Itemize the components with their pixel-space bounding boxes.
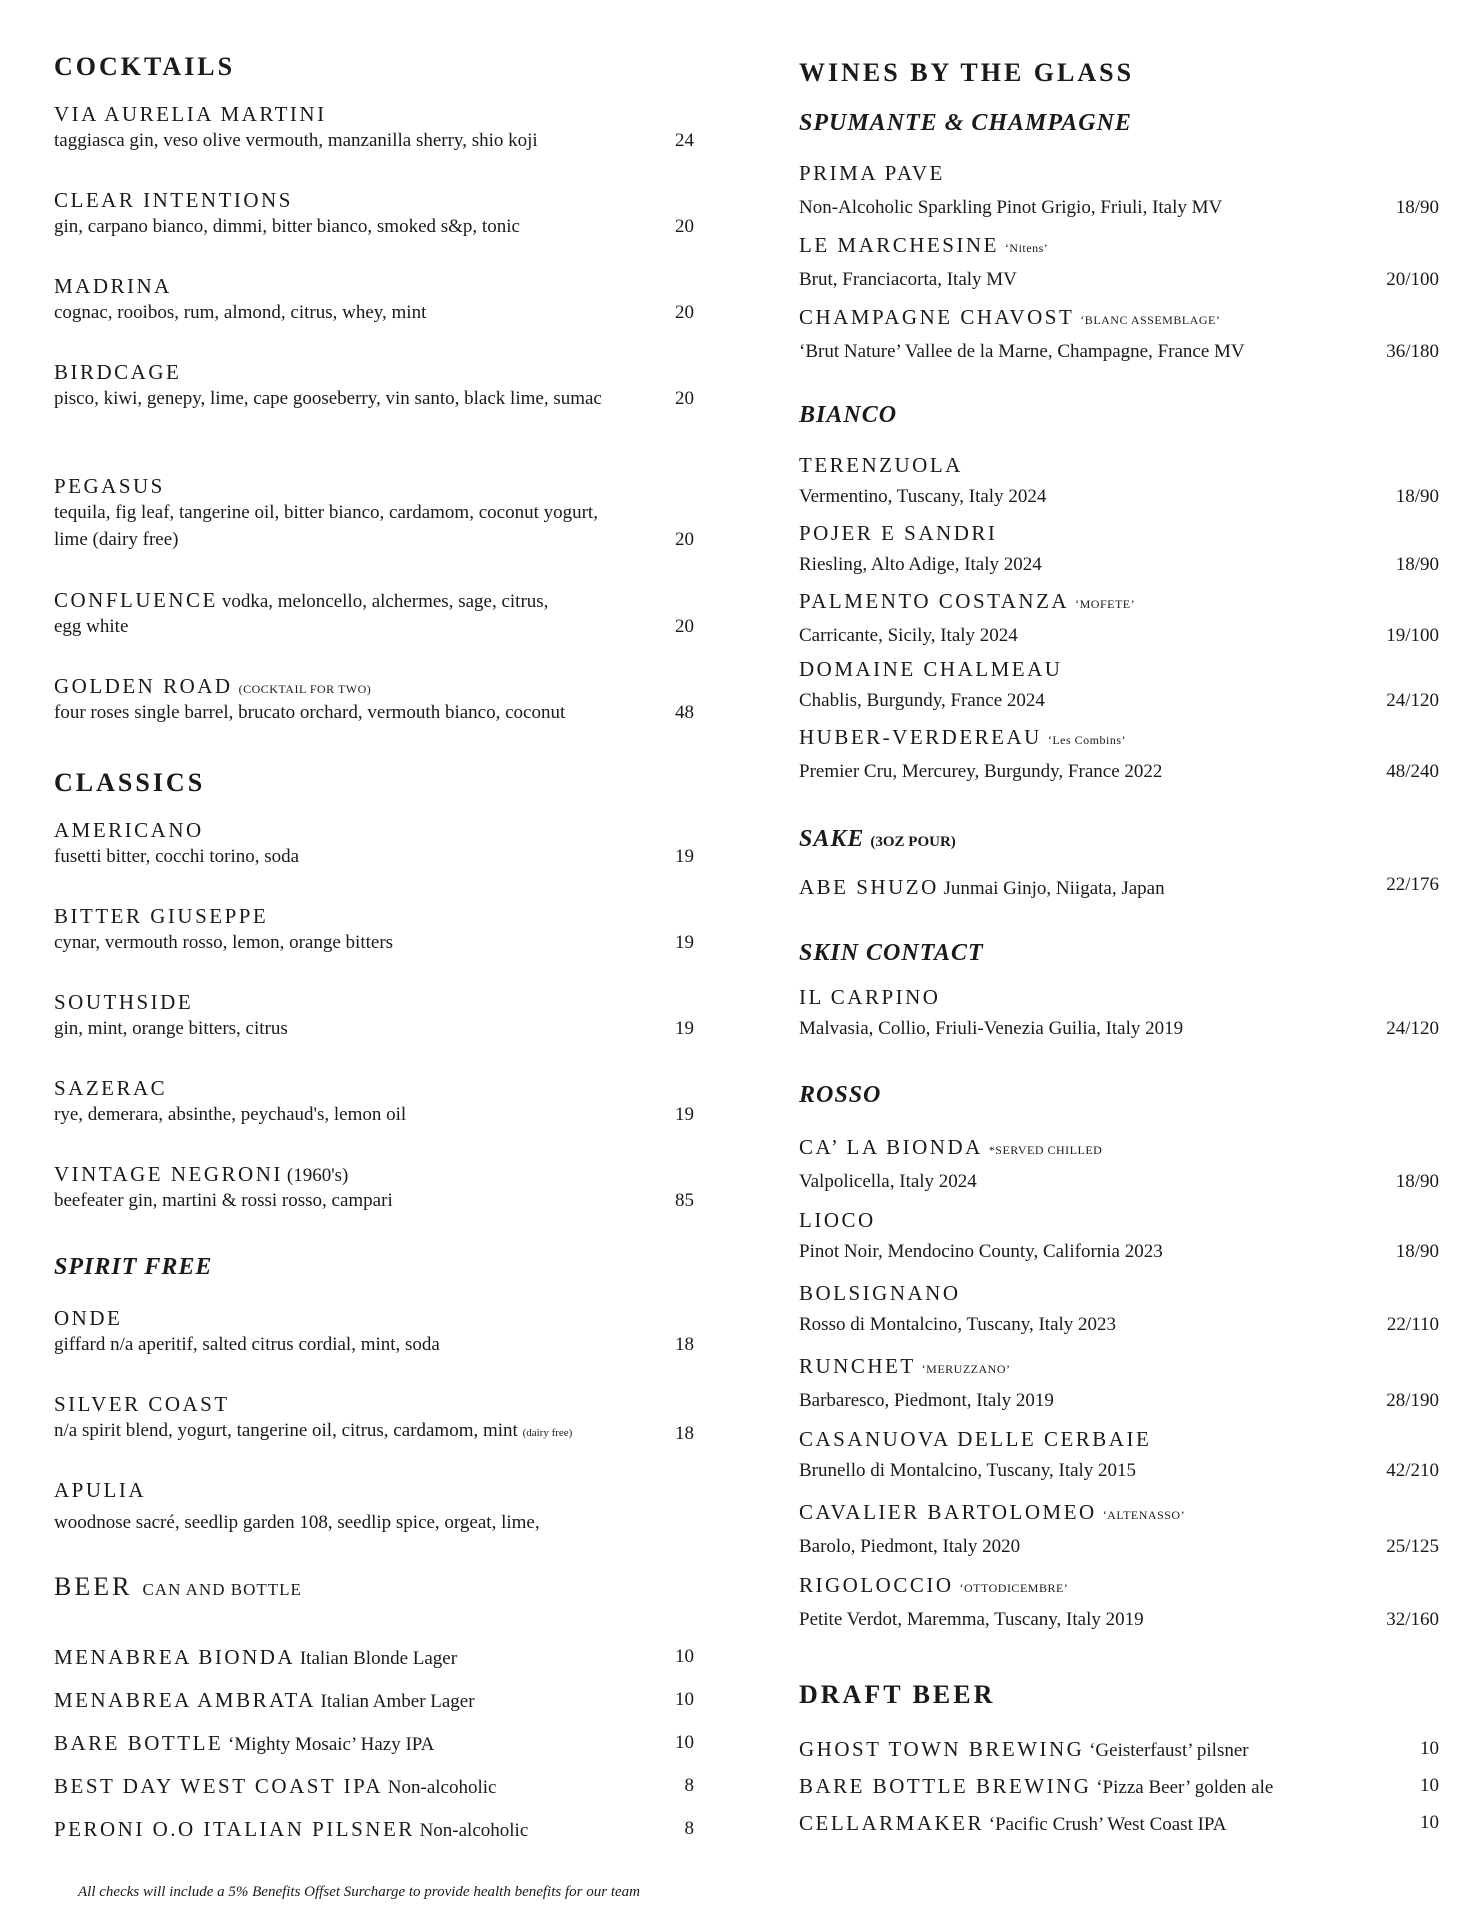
item-name: GOLDEN ROAD: [54, 674, 233, 698]
beer-header: [54, 1572, 302, 1602]
wine-price: 24/120: [1386, 690, 1439, 711]
beer-row: [54, 1769, 694, 1805]
wine-name: LE MARCHESINE: [799, 233, 999, 257]
item-name: AMERICANO: [54, 818, 204, 842]
wine-price: 18/90: [1395, 1241, 1439, 1262]
item-name: SOUTHSIDE: [54, 990, 194, 1014]
wine-name: RUNCHET: [799, 1354, 916, 1378]
item-name: APULIA: [54, 1478, 146, 1502]
wine-name: PALMENTO COSTANZA: [799, 589, 1070, 613]
wine-item: [799, 1495, 1439, 1562]
item-desc: Italian Blonde Lager: [299, 1648, 458, 1669]
wine-price: 25/125: [1386, 1536, 1439, 1557]
item-price: 19: [675, 932, 694, 953]
spumante-title: SPUMANTE & CHAMPAGNE: [799, 110, 1132, 136]
wine-name: LIOCO: [799, 1208, 876, 1232]
wine-name: ABE SHUZO: [799, 875, 939, 899]
item-inline-desc: (1960's): [286, 1165, 349, 1186]
item-name: CLEAR INTENTIONS: [54, 188, 293, 212]
item-desc: ‘Pizza Beer’ golden ale: [1096, 1777, 1274, 1798]
item-price: 10: [1420, 1812, 1439, 1833]
menu-item: [54, 1392, 694, 1447]
item-name: ONDE: [54, 1306, 123, 1330]
wine-item: [799, 300, 1439, 367]
wine-tag: ‘MERUZZANO’: [921, 1362, 1011, 1376]
item-name: BEST DAY WEST COAST IPA: [54, 1774, 384, 1798]
wine-name: RIGOLOCCIO: [799, 1573, 954, 1597]
item-desc: cynar, vermouth rosso, lemon, orange bitters 19: [54, 929, 694, 956]
wine-item: [799, 870, 1439, 904]
wine-item: [799, 652, 1439, 716]
item-price: 10: [675, 1689, 694, 1710]
wine-tag: ‘Les Combins’: [1047, 733, 1126, 747]
item-desc: ‘Mighty Mosaic’ Hazy IPA: [228, 1734, 435, 1755]
item-price: 48: [675, 702, 694, 723]
wine-name: PRIMA PAVE: [799, 161, 945, 185]
menu-item: [54, 1162, 694, 1214]
draft-beer-title: DRAFT BEER: [799, 1680, 996, 1709]
wine-name: TERENZUOLA: [799, 453, 963, 477]
menu-item: [54, 188, 694, 240]
item-price: 20: [675, 616, 694, 637]
wine-name: CHAMPAGNE CHAVOST: [799, 305, 1075, 329]
item-name: MENABREA AMBRATA: [54, 1688, 316, 1712]
item-price: 8: [684, 1818, 694, 1839]
wine-tag: ‘MOFETE’: [1075, 597, 1136, 611]
item-price: 10: [675, 1732, 694, 1753]
item-desc: Non-alcoholic: [419, 1820, 529, 1841]
item-name: MENABREA BIONDA: [54, 1645, 296, 1669]
menu-item: [54, 360, 694, 412]
item-name: BARE BOTTLE: [54, 1731, 224, 1755]
wine-desc: Riesling, Alto Adige, Italy 2024: [799, 554, 1042, 575]
spirit-free-title: SPIRIT FREE: [54, 1254, 213, 1280]
wine-desc: Chablis, Burgundy, France 2024: [799, 690, 1045, 711]
wine-name: CA’ LA BIONDA: [799, 1135, 983, 1159]
item-desc: gin, mint, orange bitters, citrus 19: [54, 1015, 694, 1042]
item-name: CELLARMAKER: [799, 1811, 984, 1835]
item-desc: n/a spirit blend, yogurt, tangerine oil, citrus, cardamom, mint (dairy free) 18: [54, 1417, 694, 1447]
wine-price: 20/100: [1386, 269, 1439, 290]
wine-price: 18/90: [1395, 486, 1439, 507]
item-desc: tequila, fig leaf, tangerine oil, bitter bianco, cardamom, coconut yogurt, lime (dairy free) 20: [54, 499, 694, 553]
item-name: BITTER GIUSEPPE: [54, 904, 269, 928]
menu-item: [54, 904, 694, 956]
item-price: 85: [675, 1190, 694, 1211]
skin-contact-title: SKIN CONTACT: [799, 940, 984, 966]
surcharge-footnote: All checks will include a 5% Benefits Offset Surcharge to provide health benefits for our team: [78, 1884, 640, 1900]
item-price: 10: [1420, 1775, 1439, 1796]
beer-row: [54, 1640, 694, 1676]
wine-name: CAVALIER BARTOLOMEO: [799, 1500, 1097, 1524]
classics-title: CLASSICS: [54, 768, 206, 797]
wine-desc: Junmai Ginjo, Niigata, Japan: [943, 878, 1165, 899]
beer-subtitle: CAN AND BOTTLE: [142, 1580, 302, 1599]
item-name: VINTAGE NEGRONI: [54, 1162, 283, 1186]
wine-name: IL CARPINO: [799, 985, 941, 1009]
wine-price: 32/160: [1386, 1609, 1439, 1630]
wine-item: [799, 1422, 1439, 1486]
menu-item: [54, 990, 694, 1042]
menu-item: [54, 1076, 694, 1128]
wine-price: 18/90: [1395, 554, 1439, 575]
item-desc: Italian Amber Lager: [320, 1691, 475, 1712]
wine-item: [799, 228, 1439, 295]
wine-tag: ‘BLANC ASSEMBLAGE’: [1080, 313, 1221, 327]
menu-item: [54, 588, 694, 640]
wine-tag: *SERVED CHILLED: [988, 1143, 1103, 1157]
item-price: 19: [675, 1104, 694, 1125]
wine-name: BOLSIGNANO: [799, 1281, 961, 1305]
wine-name: HUBER-VERDEREAU: [799, 725, 1042, 749]
wine-item: [799, 1276, 1439, 1340]
item-price: 20: [675, 216, 694, 237]
item-price: 20: [675, 529, 694, 550]
sake-note: (3OZ POUR): [870, 834, 956, 850]
item-price: 19: [675, 846, 694, 867]
wine-price: 18/90: [1395, 1171, 1439, 1192]
beer-row: [54, 1812, 694, 1848]
cocktails-title: COCKTAILS: [54, 52, 236, 81]
item-price: 8: [684, 1775, 694, 1796]
wine-desc: ‘Brut Nature’ Vallee de la Marne, Champagne, France MV: [799, 341, 1245, 362]
wine-price: 22/110: [1386, 1314, 1439, 1335]
wine-price: 36/180: [1386, 341, 1439, 362]
item-name: PERONI O.O ITALIAN PILSNER: [54, 1817, 415, 1841]
item-name: MADRINA: [54, 274, 172, 298]
beer-row: [799, 1769, 1439, 1805]
rosso-title: ROSSO: [799, 1082, 882, 1108]
item-desc: giffard n/a aperitif, salted citrus cordial, mint, soda 18: [54, 1331, 694, 1358]
wine-tag: ‘Nitens’: [1004, 241, 1049, 255]
item-desc: pisco, kiwi, genepy, lime, cape gooseberry, vin santo, black lime, sumac 20: [54, 385, 694, 412]
wine-name: POJER E SANDRI: [799, 521, 998, 545]
wine-price: 24/120: [1386, 1018, 1439, 1039]
item-desc: ‘Pacific Crush’ West Coast IPA: [988, 1814, 1227, 1835]
beer-row: [799, 1806, 1439, 1842]
wine-item: [799, 584, 1439, 651]
menu-item: [54, 1306, 694, 1358]
item-name: PEGASUS: [54, 474, 165, 498]
bianco-title: BIANCO: [799, 402, 898, 428]
wine-desc: Pinot Noir, Mendocino County, California 2023: [799, 1241, 1163, 1262]
sake-title: SAKE (3OZ POUR): [799, 826, 956, 852]
menu-item: [54, 674, 694, 726]
item-desc: fusetti bitter, cocchi torino, soda 19: [54, 843, 694, 870]
menu-item: [54, 1478, 694, 1536]
menu-item: [54, 102, 694, 154]
menu-item: [54, 274, 694, 326]
item-desc: gin, carpano bianco, dimmi, bitter bianco, smoked s&p, tonic 20: [54, 213, 694, 240]
wine-item: [799, 980, 1439, 1044]
item-price: 18: [675, 1334, 694, 1355]
wine-desc: Malvasia, Collio, Friuli-Venezia Guilia, Italy 2019: [799, 1018, 1184, 1039]
wine-desc: Carricante, Sicily, Italy 2024: [799, 625, 1018, 646]
wine-desc: Valpolicella, Italy 2024: [799, 1171, 977, 1192]
item-name: SAZERAC: [54, 1076, 168, 1100]
wines-title: WINES BY THE GLASS: [799, 58, 1135, 87]
wine-item: [799, 1568, 1439, 1635]
item-price: 20: [675, 388, 694, 409]
wine-desc: Premier Cru, Mercurey, Burgundy, France 2022: [799, 761, 1163, 782]
wine-item: [799, 1203, 1439, 1267]
wine-desc: Petite Verdot, Maremma, Tuscany, Italy 2019: [799, 1609, 1144, 1630]
wine-desc: Brunello di Montalcino, Tuscany, Italy 2015: [799, 1460, 1137, 1481]
wine-desc: Vermentino, Tuscany, Italy 2024: [799, 486, 1047, 507]
item-price: 20: [675, 302, 694, 323]
wine-desc: Brut, Franciacorta, Italy MV: [799, 269, 1017, 290]
item-name: SILVER COAST: [54, 1392, 230, 1416]
item-name: BARE BOTTLE BREWING: [799, 1774, 1092, 1798]
wine-item: [799, 448, 1439, 512]
item-price: 24: [675, 130, 694, 151]
wine-name: CASANUOVA DELLE CERBAIE: [799, 1427, 1152, 1451]
item-name: GHOST TOWN BREWING: [799, 1737, 1085, 1761]
item-note: (dairy free): [522, 1427, 573, 1439]
item-desc: four roses single barrel, brucato orchard, vermouth bianco, coconut 48: [54, 699, 694, 726]
wine-price: 28/190: [1386, 1390, 1439, 1411]
item-inline-desc: vodka, meloncello, alchermes, sage, citrus,: [221, 591, 549, 612]
menu-item: [54, 474, 694, 553]
wine-name: DOMAINE CHALMEAU: [799, 657, 1063, 681]
item-desc: ‘Geisterfaust’ pilsner: [1089, 1740, 1249, 1761]
wine-item: [799, 1349, 1439, 1416]
menu-item: [54, 818, 694, 870]
item-desc: cognac, rooibos, rum, almond, citrus, whey, mint 20: [54, 299, 694, 326]
wine-item: [799, 156, 1439, 223]
wine-item: [799, 720, 1439, 787]
beer-title: BEER: [54, 1572, 133, 1601]
wine-desc: Barolo, Piedmont, Italy 2020: [799, 1536, 1021, 1557]
wine-price: 22/176: [1386, 874, 1439, 895]
item-tag: (COCKTAIL FOR TWO): [238, 682, 372, 696]
item-price: 19: [675, 1018, 694, 1039]
wine-desc: Barbaresco, Piedmont, Italy 2019: [799, 1390, 1054, 1411]
item-desc: Non-alcoholic: [387, 1777, 497, 1798]
wine-price: 48/240: [1386, 761, 1439, 782]
item-desc: woodnose sacré, seedlip garden 108, seedlip spice, orgeat, lime,: [54, 1512, 540, 1533]
wine-tag: ‘ALTENASSO’: [1102, 1508, 1186, 1522]
item-price: 18: [675, 1423, 694, 1444]
item-price: 10: [675, 1646, 694, 1667]
item-desc: egg white 20: [54, 613, 694, 640]
wine-desc: Non-Alcoholic Sparkling Pinot Grigio, Friuli, Italy MV: [799, 197, 1223, 218]
wine-item: [799, 1130, 1439, 1197]
beer-row: [54, 1683, 694, 1719]
wine-tag: ‘OTTODICEMBRE’: [959, 1581, 1069, 1595]
wine-price: 18/90: [1395, 197, 1439, 218]
item-name: BIRDCAGE: [54, 360, 182, 384]
item-desc: taggiasca gin, veso olive vermouth, manzanilla sherry, shio koji 24: [54, 127, 694, 154]
wine-price: 19/100: [1386, 625, 1439, 646]
beer-row: [54, 1726, 694, 1762]
wine-desc: Rosso di Montalcino, Tuscany, Italy 2023: [799, 1314, 1117, 1335]
wine-price: 42/210: [1386, 1460, 1439, 1481]
item-price: 10: [1420, 1738, 1439, 1759]
item-name: CONFLUENCE: [54, 588, 218, 612]
item-desc: rye, demerara, absinthe, peychaud's, lemon oil 19: [54, 1101, 694, 1128]
item-desc: beefeater gin, martini & rossi rosso, campari 85: [54, 1187, 694, 1214]
item-name: VIA AURELIA MARTINI: [54, 102, 327, 126]
wine-item: [799, 516, 1439, 580]
beer-row: [799, 1732, 1439, 1768]
